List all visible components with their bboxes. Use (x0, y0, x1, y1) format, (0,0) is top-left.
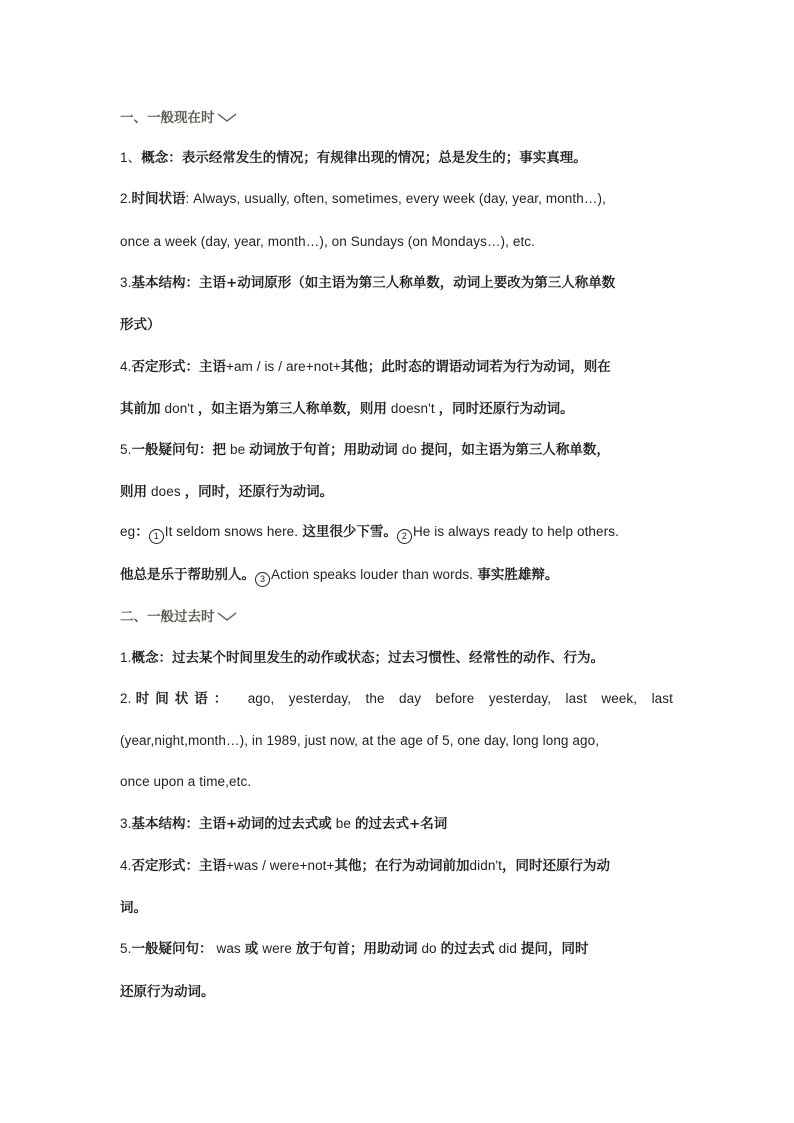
time-word: before (435, 691, 475, 706)
time-word: yesterday, (488, 691, 552, 706)
time-word: last (565, 691, 587, 706)
section-title: 二、一般过去时 (120, 609, 215, 625)
time-word: yesterday, (288, 691, 352, 706)
structure-line: 3.基本结构：主语+动词原形（如主语为第三人称单数，动词上要改为第三人称单数 (120, 275, 616, 291)
concept-line: 1、概念：表示经常发生的情况；有规律出现的情况；总是发生的；事实真理。 (120, 150, 587, 166)
time-adverbial-line (120, 689, 680, 709)
question-form-line: 5.一般疑问句： was 或 were 放于句首；用助动词 do 的过去式 did 提问，同时 (120, 941, 589, 957)
chevron-down-icon (217, 612, 237, 622)
structure-line: 3.基本结构：主语+动词的过去式或 be 的过去式+名词 (120, 816, 448, 832)
time-word: week, (601, 691, 638, 706)
example-line: 他总是乐于帮助别人。 3 Action speaks louder than words. 事实胜雄辩。 (120, 565, 680, 587)
negative-form-line: 4.否定形式：主语+was / were+not+其他；在行为动词前加didn't，同时还原行为动 (120, 858, 610, 874)
time-word: the (365, 691, 385, 706)
circled-number: 2 (397, 529, 412, 544)
question-form-line: 则用 does ，同时，还原行为动词。 (120, 484, 334, 500)
time-adverbial-line: 2.时间状语: Always, usually, often, sometimes, every week (day, year, month…), (120, 191, 606, 207)
time-word: ago, (247, 691, 275, 706)
question-form-line: 还原行为动词。 (120, 984, 215, 1000)
chevron-down-icon (217, 113, 237, 123)
time-adverbial-line: once upon a time,etc. (120, 774, 252, 789)
section-heading (120, 108, 680, 128)
time-word: last (651, 691, 673, 706)
time-word: day (399, 691, 422, 706)
circled-number: 1 (149, 529, 164, 544)
time-adverbial-line: (year,night,month…), in 1989, just now, at the age of 5, one day, long long ago, (120, 733, 600, 748)
question-form-line: 5.一般疑问句：把 be 动词放于句首；用助动词 do 提问，如主语为第三人称单数， (120, 442, 610, 458)
example-line: eg： 1 It seldom snows here. 这里很少下雪。 2 He is always ready to help others. (120, 522, 680, 544)
negative-form-line: 4.否定形式：主语+am / is / are+not+其他；此时态的谓语动词若为行为动词，则在 (120, 359, 611, 375)
justified-row: 2. 时间状语： ago, yesterday, the day before yesterday, last week, last (120, 691, 673, 707)
section-heading (120, 607, 680, 627)
negative-form-line: 其前加 don't ，如主语为第三人称单数，则用 doesn't ，同时还原行为动词。 (120, 401, 574, 417)
structure-line: 形式） (120, 317, 161, 333)
concept-line: 1.概念：过去某个时间里发生的动作或状态；过去习惯性、经常性的动作、行为。 (120, 650, 604, 666)
section-title: 一、一般现在时 (120, 110, 215, 126)
circled-number: 3 (255, 572, 270, 587)
negative-form-line: 词。 (120, 900, 147, 916)
time-adverbial-line: once a week (day, year, month…), on Sundays (on Mondays…), etc. (120, 234, 535, 249)
